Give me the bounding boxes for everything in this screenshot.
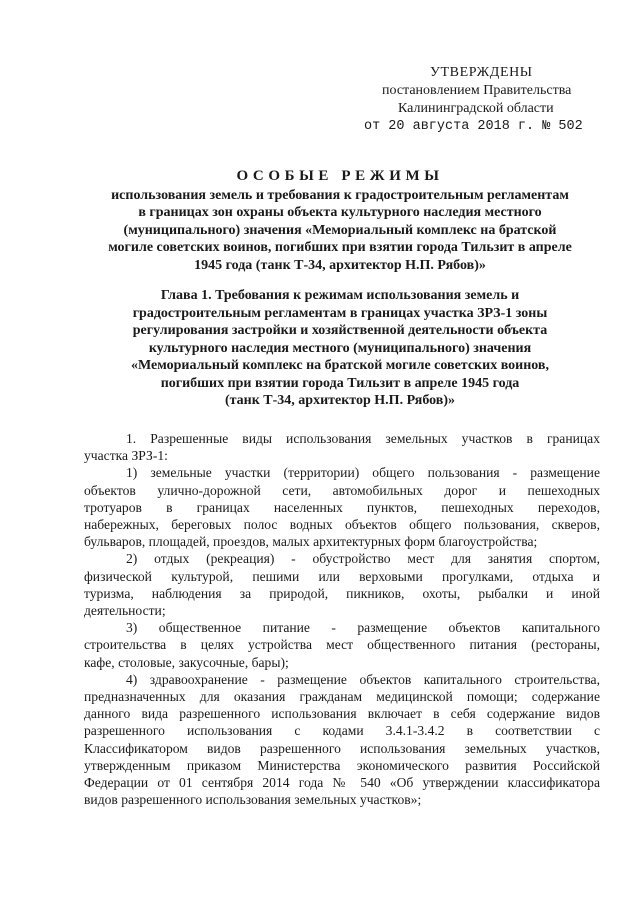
text-line: бульваров, площадей, проездов, малых архитектурных форм благоустройства; (84, 534, 538, 550)
text-line: тротуаров в границах населенных пунктов, пешеходных переходов, (84, 499, 600, 515)
chapter-line: Глава 1. Требования к режимам использования земель и (160, 288, 520, 303)
approval-stamp (330, 64, 620, 136)
chapter-line: «Мемориальный комплекс на братской могиле советских воинов, (131, 358, 549, 373)
text-line: кафе, столовые, закусочные, бары); (84, 654, 289, 670)
text-line: разрешенного использования с кодами 3.4.1-3.4.2 в соответствии с (84, 723, 600, 739)
paragraph-item-1 (84, 464, 600, 550)
document-body (84, 430, 600, 808)
approval-region: Калининградской области (398, 101, 554, 116)
document-title (80, 168, 600, 274)
approval-authority: постановлением Правительства (382, 83, 572, 98)
text-line: утвержденным приказом Министерства экономического развития Российской (84, 757, 600, 773)
chapter-line: культурного наследия местного (муниципального) значения (148, 340, 532, 356)
text-line: деятельности; (84, 603, 166, 619)
text-line: объектов улично-дорожной сети, автомобильных дорог и пешеходных (84, 482, 600, 498)
title-heading: ОСОБЫЕ РЕЖИМЫ (236, 168, 444, 184)
title-line: (муниципального) значения «Мемориальный комплекс на братской (123, 222, 557, 238)
title-line: использования земель и требования к градостроительным регламентам (111, 187, 569, 203)
text-line: 2) отдых (рекреация) - обустройство мест для занятия спортом, (126, 551, 600, 567)
text-line: физической культурой, пешими или верховыми прогулками, отдыха и (84, 568, 600, 584)
title-line: 1945 года (танк Т-34, архитектор Н.П. Рябов)» (194, 257, 486, 273)
text-line: 1. Разрешенные виды использования земельных участков в границах (126, 431, 600, 446)
paragraph-item-3 (84, 619, 600, 671)
title-line: в границах зон охраны объекта культурного наследия местного (138, 205, 542, 220)
chapter-line: градостроительным регламентам в границах участка ЗРЗ-1 зоны (132, 305, 548, 321)
approval-title: УТВЕРЖДЕНЫ (430, 65, 533, 80)
text-line: 3) общественное питание - размещение объектов капитального (126, 620, 600, 636)
text-line: видов разрешенного использования земельных участков»; (84, 792, 422, 808)
text-line: Федерации от 01 сентября 2014 года № 540 «Об утверждении классификатора (84, 775, 600, 791)
text-line: набережных, береговых полос водных объектов общего пользования, скверов, (84, 517, 600, 533)
text-line: 1) земельные участки (территории) общего пользования - размещение (126, 465, 600, 481)
paragraph-item-4 (84, 671, 600, 809)
text-line: строительства в целях устройства мест общественного питания (рестораны, (84, 637, 600, 653)
chapter-line: погибших при взятии города Тильзит в апреле 1945 года (160, 375, 520, 391)
title-line: могиле советских воинов, погибших при взятии города Тильзит в апреле (108, 240, 572, 255)
paragraph-item-2 (84, 550, 600, 619)
text-line: предназначенных для оказания гражданам медицинской помощи; содержание (84, 689, 600, 705)
text-line: 4) здравоохранение - размещение объектов капитального строительства, (126, 671, 600, 687)
chapter-line: регулирования застройки и хозяйственной деятельности объекта (132, 323, 548, 338)
text-line: данного вида разрешенного использования включает в себя содержание видов (84, 706, 600, 722)
text-line: туризма, наблюдения за природой, пикников, охоты, рыбалки и иной (84, 585, 600, 601)
paragraph-permitted-uses (84, 430, 600, 464)
text-line: Классификатором видов разрешенного использования земельных участков, (84, 740, 600, 756)
text-line: участка ЗРЗ-1: (84, 448, 168, 464)
chapter-line: (танк Т-34, архитектор Н.П. Рябов)» (224, 393, 456, 408)
chapter-heading (80, 287, 600, 410)
approval-date-number: от 20 августа 2018 г. № 502 (364, 119, 583, 134)
